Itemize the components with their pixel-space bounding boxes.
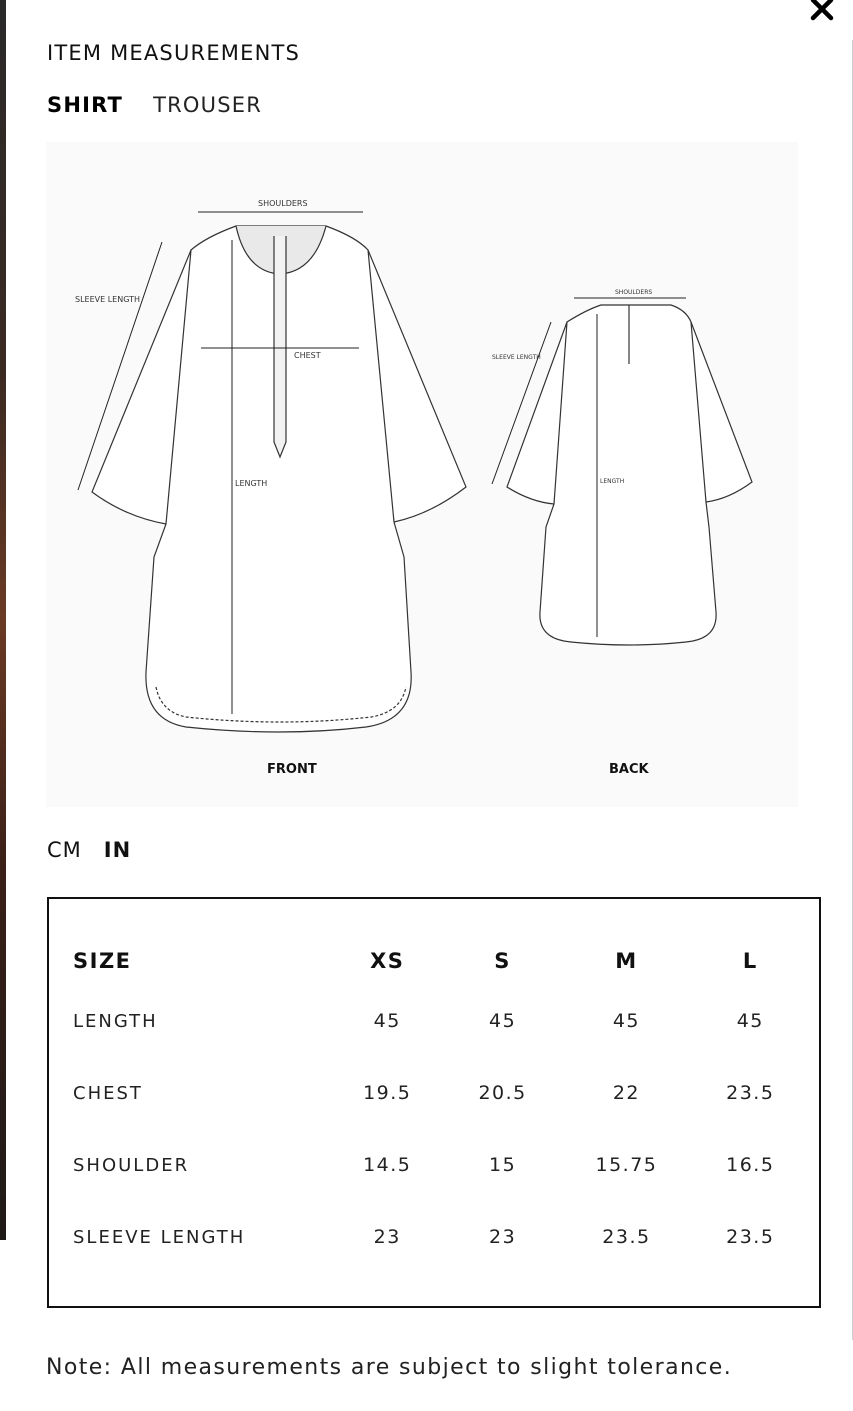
row-label: CHEST	[73, 1082, 143, 1104]
table-cell: 45	[736, 1010, 764, 1032]
header-xs: XS	[370, 949, 405, 973]
table-cell: 14.5	[363, 1154, 412, 1176]
table-cell: 45	[612, 1010, 641, 1032]
back-garment	[507, 305, 752, 645]
modal-title: ITEM MEASUREMENTS	[47, 41, 301, 65]
back-sleeve-label: SLEEVE LENGTH	[492, 354, 541, 361]
table-cell: 22	[612, 1082, 641, 1104]
front-sleeve-label: SLEEVE LENGTH	[75, 295, 141, 304]
table-cell: 23.5	[726, 1082, 775, 1104]
table-header-row	[73, 937, 808, 985]
table-cell: 15.75	[595, 1154, 658, 1176]
header-s: S	[494, 949, 511, 973]
tolerance-note: Note: All measurements are subject to slight tolerance.	[46, 1355, 733, 1380]
background-edge	[0, 0, 6, 1240]
table-cell: 23.5	[602, 1226, 651, 1248]
table-cell: 20.5	[478, 1082, 527, 1104]
front-garment	[92, 226, 466, 732]
size-table	[73, 937, 808, 1273]
table-row	[73, 1129, 808, 1201]
garment-tabs	[47, 93, 262, 117]
back-shoulders-label: SHOULDERS	[615, 289, 653, 296]
garment-sketch	[46, 142, 798, 807]
table-cell: 23	[373, 1226, 401, 1248]
table-cell: 19.5	[363, 1082, 412, 1104]
row-label: SLEEVE LENGTH	[73, 1226, 246, 1248]
unit-in[interactable]: IN	[103, 838, 132, 862]
close-icon	[805, 0, 839, 26]
table-row	[73, 1057, 808, 1129]
tab-shirt[interactable]: SHIRT	[47, 93, 124, 117]
table-cell: 45	[489, 1010, 517, 1032]
unit-toggle	[47, 838, 131, 862]
header-size: SIZE	[73, 949, 132, 973]
table-row	[73, 985, 808, 1057]
front-length-label: LENGTH	[235, 479, 268, 488]
table-cell: 23	[489, 1226, 517, 1248]
header-m: M	[615, 949, 638, 973]
front-caption: FRONT	[267, 762, 317, 777]
table-cell: 45	[373, 1010, 401, 1032]
size-chart	[47, 897, 821, 1308]
table-cell: 15	[489, 1154, 517, 1176]
front-shoulders-label: SHOULDERS	[258, 199, 308, 208]
measurement-diagram	[46, 142, 798, 807]
table-row	[73, 1201, 808, 1273]
table-cell: 16.5	[726, 1154, 775, 1176]
table-cell: 23.5	[726, 1226, 775, 1248]
tab-trouser[interactable]: TROUSER	[153, 93, 262, 117]
unit-cm[interactable]: CM	[47, 838, 82, 862]
back-caption: BACK	[609, 762, 649, 777]
close-button[interactable]	[805, 0, 839, 26]
back-length-label: LENGTH	[600, 478, 625, 485]
row-label: SHOULDER	[73, 1154, 190, 1176]
front-chest-label: CHEST	[294, 351, 321, 360]
row-label: LENGTH	[73, 1010, 158, 1032]
header-l: L	[742, 949, 758, 973]
